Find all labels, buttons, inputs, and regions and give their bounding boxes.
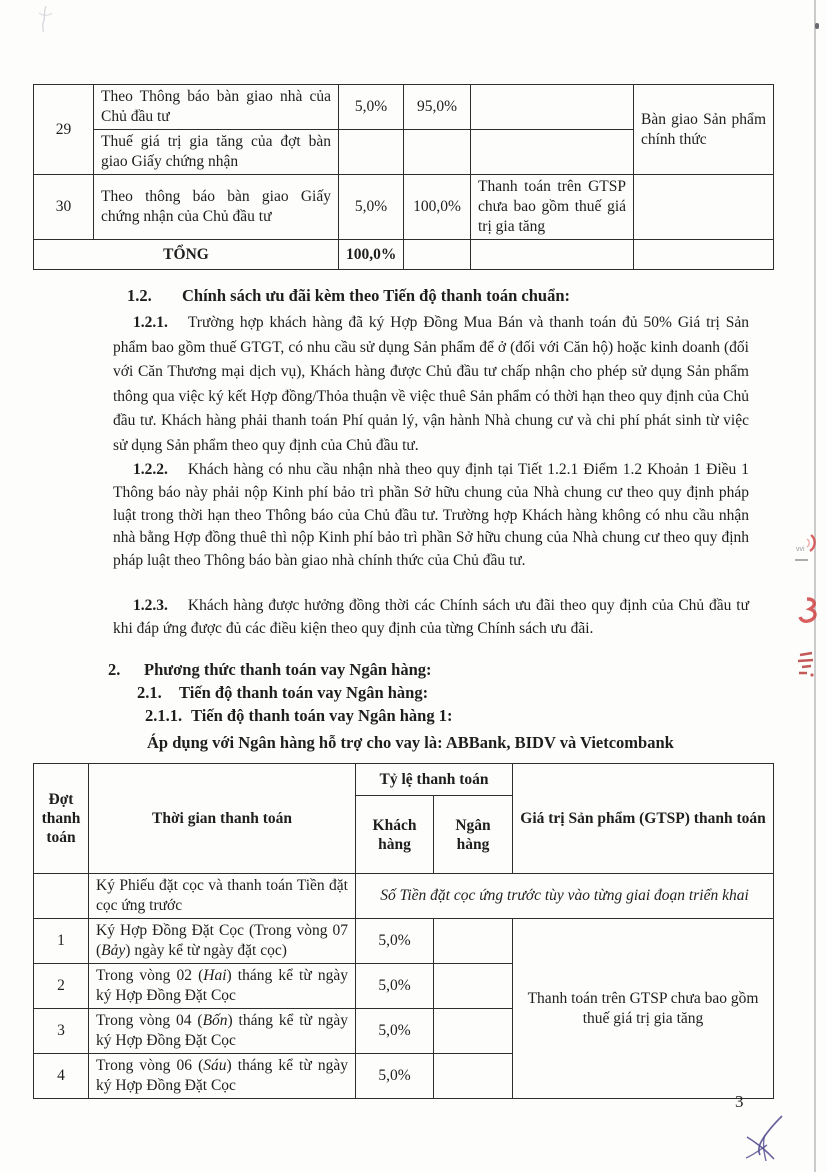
svg-text:vvi: vvi — [796, 546, 805, 553]
clause-text: Khách hàng có nhu cầu nhận nhà theo quy định tại Tiết 1.2.1 Điểm 1.2 Khoản 1 Điều 1 Thông báo này phải nộp Kinh phí bảo trì phần Sở hữu chung của Nhà chung cư theo quy định pháp luật trong thời hạn theo Thông báo của Chủ đầu tư. Trường hợp Khách hàng không có nhu cầu nhận nhà bằng Hợp đồng thuê thì nộp Kinh phí bảo trì phần Sở hữu chung của Nhà chung cư theo quy định pháp luật theo Thông báo bàn giao nhà chính thức của Chủ đầu tư. — [113, 461, 749, 570]
deposit-row — [34, 874, 774, 919]
cell-desc-30: Theo thông báo bàn giao Giấy chứng nhận của Chủ đầu tư — [94, 175, 339, 240]
section-title: Chính sách ưu đãi kèm theo Tiến độ thanh toán chuẩn: — [182, 286, 570, 305]
cell-gtsp-note-29a — [471, 85, 634, 130]
page-number: 3 — [735, 1092, 744, 1111]
paragraph-1-2-3 — [113, 594, 749, 640]
table-row-30 — [34, 175, 774, 240]
cell-customer-pct: 5,0% — [356, 1009, 434, 1054]
cell-time: Trong vòng 06 (Sáu) tháng kể từ ngày ký Hợp Đồng Đặt Cọc — [89, 1054, 356, 1099]
cell-customer-pct: 5,0% — [356, 919, 434, 964]
payment-schedule-table — [33, 763, 774, 1099]
cell-cumulative-pct-29: 95,0% — [404, 85, 471, 130]
clause-number: 2. — [108, 660, 121, 679]
cell-customer-pct-29b — [339, 130, 404, 175]
cell-total-label: TỔNG — [34, 240, 339, 270]
cell-handover-note: Bàn giao Sản phẩm chính thức — [634, 85, 774, 175]
scan-speck — [815, 23, 819, 29]
section-heading-2-1 — [137, 683, 428, 703]
header-customer: Khách hàng — [356, 796, 434, 874]
header-bank: Ngân hàng — [434, 796, 513, 874]
cell-desc-29-main: Theo Thông báo bàn giao nhà của Chủ đầu tư — [94, 85, 339, 130]
cell-cumulative-pct-29b — [404, 130, 471, 175]
cell-gtsp-note-29b — [471, 130, 634, 175]
clause-number: 2.1.1. — [145, 706, 183, 725]
cell-stage: 4 — [34, 1054, 89, 1099]
cell-handover-note-30 — [634, 175, 774, 240]
signature-initial-mark — [740, 1110, 788, 1165]
table-row-29a — [34, 85, 774, 130]
section-title: Tiến độ thanh toán vay Ngân hàng: — [179, 683, 429, 702]
section-heading-2-1-1 — [145, 706, 452, 726]
red-stamp-fragments — [795, 527, 817, 682]
handover-schedule-table — [33, 84, 774, 270]
clause-number: 1.2. — [127, 286, 152, 305]
cell-bank-pct — [434, 964, 513, 1009]
cell-bank-pct — [434, 919, 513, 964]
cell-customer-pct: 5,0% — [356, 964, 434, 1009]
cell-gtsp-note-30: Thanh toán trên GTSP chưa bao gồm thuế giá trị gia tăng — [471, 175, 634, 240]
table-row-1 — [34, 919, 774, 964]
header-ratio: Tỷ lệ thanh toán — [356, 764, 513, 796]
cell-stage: 3 — [34, 1009, 89, 1054]
cell-stage: 1 — [34, 919, 89, 964]
section-heading-1-2 — [127, 286, 570, 306]
clause-number: 1.2.2. — [133, 461, 168, 478]
cell-cumulative-pct-30: 100,0% — [404, 175, 471, 240]
cell-stage-29: 29 — [34, 85, 94, 175]
cell-total-empty-2 — [471, 240, 634, 270]
cell-bank-pct — [434, 1009, 513, 1054]
cell-customer-pct: 5,0% — [356, 1054, 434, 1099]
cell-stage: 2 — [34, 964, 89, 1009]
cell-deposit-time: Ký Phiếu đặt cọc và thanh toán Tiền đặt cọc ứng trước — [89, 874, 356, 919]
cell-customer-pct-30: 5,0% — [339, 175, 404, 240]
paragraph-1-2-2 — [113, 459, 749, 573]
table-row-total — [34, 240, 774, 270]
clause-number: 1.2.1. — [133, 314, 168, 331]
bank-applicability-note: Áp dụng với Ngân hàng hỗ trợ cho vay là: ABBank, BIDV và Vietcombank — [147, 733, 674, 752]
section-title: Phương thức thanh toán vay Ngân hàng: — [144, 660, 432, 679]
cell-time: Trong vòng 04 (Bốn) tháng kể từ ngày ký Hợp Đồng Đặt Cọc — [89, 1009, 356, 1054]
cell-stage-30: 30 — [34, 175, 94, 240]
paragraph-1-2-1 — [113, 311, 749, 458]
clause-text: Khách hàng được hưởng đồng thời các Chính sách ưu đãi theo quy định của Chủ đầu tư khi đáp ứng được đủ các điều kiện theo quy định của từng Chính sách ưu đãi. — [113, 597, 749, 637]
section-heading-2 — [108, 660, 432, 680]
header-time: Thời gian thanh toán — [89, 764, 356, 874]
cell-customer-pct-29: 5,0% — [339, 85, 404, 130]
section-title: Tiến độ thanh toán vay Ngân hàng 1: — [191, 706, 453, 725]
cell-total-pct: 100,0% — [339, 240, 404, 270]
clause-number: 2.1. — [137, 683, 162, 702]
cell-desc-29-vat: Thuế giá trị gia tăng của đợt bàn giao Giấy chứng nhận — [94, 130, 339, 175]
cell-total-empty-1 — [404, 240, 471, 270]
cell-gtsp-merged-note: Thanh toán trên GTSP chưa bao gồm thuế giá trị gia tăng — [513, 919, 774, 1099]
header-row-1 — [34, 764, 774, 796]
cell-total-empty-3 — [634, 240, 774, 270]
cell-bank-pct — [434, 1054, 513, 1099]
cell-time: Trong vòng 02 (Hai) tháng kể từ ngày ký Hợp Đồng Đặt Cọc — [89, 964, 356, 1009]
header-stage: Đợt thanh toán — [34, 764, 89, 874]
header-gtsp: Giá trị Sản phẩm (GTSP) thanh toán — [513, 764, 774, 874]
cell-deposit-note: Số Tiền đặt cọc ứng trước tùy vào từng giai đoạn triển khai — [356, 874, 774, 919]
cell-time: Ký Hợp Đồng Đặt Cọc (Trong vòng 07 (Bảy) ngày kể từ ngày đặt cọc) — [89, 919, 356, 964]
clause-text: Trường hợp khách hàng đã ký Hợp Đồng Mua Bán và thanh toán đủ 50% Giá trị Sản phẩm bao gồm thuế GTGT, có nhu cầu sử dụng Sản phẩm để ở (đối với Căn hộ) hoặc kinh doanh (đối với Căn Thương mại dịch vụ), Khách hàng được Chủ đầu tư chấp nhận cho phép sử dụng Sản phẩm thông qua việc ký kết Hợp đồng/Thỏa thuận về việc thuê Sản phẩm có thời hạn theo quy định của Chủ đầu tư. Khách hàng phải thanh toán Phí quản lý, vận hành Nhà chung cư và chi phí phát sinh từ việc sử dụng Sản phẩm theo quy định của Chủ đầu tư. — [113, 314, 749, 454]
clause-number: 1.2.3. — [133, 597, 168, 614]
faint-pen-scribble — [34, 3, 56, 33]
cell-stage-empty — [34, 874, 89, 919]
